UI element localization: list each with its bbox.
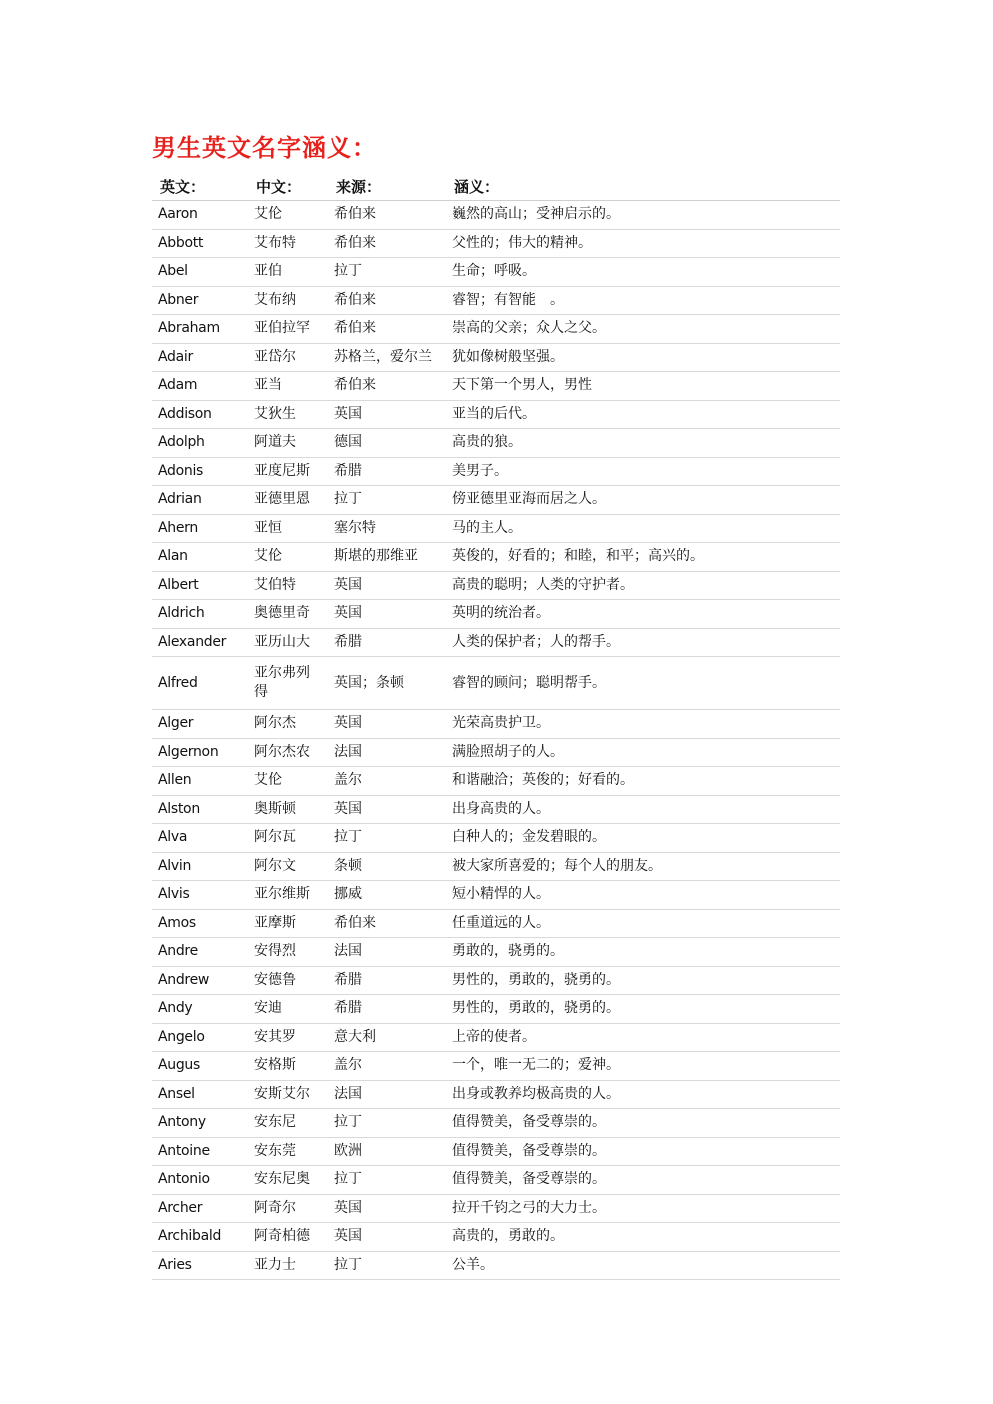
cell-origin: 希伯来: [328, 372, 446, 401]
cell-chinese: 亚尔维斯: [248, 881, 328, 910]
cell-english: Antony: [152, 1109, 248, 1138]
cell-meaning: 光荣高贵护卫。: [446, 710, 840, 739]
table-row: [152, 1251, 840, 1280]
table-row: [152, 1023, 840, 1052]
cell-origin: 英国: [328, 600, 446, 629]
cell-origin: 意大利: [328, 1023, 446, 1052]
table-row: [152, 1080, 840, 1109]
cell-english: Alva: [152, 824, 248, 853]
cell-english: Alston: [152, 795, 248, 824]
table-row: [152, 738, 840, 767]
cell-english: Abner: [152, 286, 248, 315]
table-row: [152, 710, 840, 739]
cell-chinese: 安其罗: [248, 1023, 328, 1052]
cell-english: Alexander: [152, 628, 248, 657]
cell-meaning: 美男子。: [446, 457, 840, 486]
cell-english: Adam: [152, 372, 248, 401]
cell-origin: 希伯来: [328, 201, 446, 230]
cell-origin: 英国: [328, 571, 446, 600]
cell-english: Algernon: [152, 738, 248, 767]
cell-meaning: 出身高贵的人。: [446, 795, 840, 824]
cell-meaning: 和谐融洽；英俊的；好看的。: [446, 767, 840, 796]
table-row: [152, 229, 840, 258]
cell-origin: 德国: [328, 429, 446, 458]
cell-english: Adrian: [152, 486, 248, 515]
table-row: [152, 767, 840, 796]
cell-chinese: 艾狄生: [248, 400, 328, 429]
table-row: [152, 258, 840, 287]
cell-meaning: 巍然的高山；受神启示的。: [446, 201, 840, 230]
table-row: [152, 1052, 840, 1081]
cell-english: Andrew: [152, 966, 248, 995]
cell-origin: 条顿: [328, 852, 446, 881]
cell-meaning: 生命；呼吸。: [446, 258, 840, 287]
cell-meaning: 人类的保护者；人的帮手。: [446, 628, 840, 657]
page-title: 男生英文名字涵义：: [152, 133, 377, 162]
cell-english: Adonis: [152, 457, 248, 486]
cell-chinese: 阿道夫: [248, 429, 328, 458]
table-row: [152, 400, 840, 429]
table-row: [152, 995, 840, 1024]
cell-meaning: 满脸照胡子的人。: [446, 738, 840, 767]
cell-meaning: 英明的统治者。: [446, 600, 840, 629]
cell-chinese: 阿尔杰: [248, 710, 328, 739]
cell-origin: 希伯来: [328, 286, 446, 315]
cell-chinese: 安斯艾尔: [248, 1080, 328, 1109]
table-row: [152, 1223, 840, 1252]
cell-meaning: 出身或教养均极高贵的人。: [446, 1080, 840, 1109]
cell-origin: 希伯来: [328, 315, 446, 344]
table-row: [152, 1194, 840, 1223]
header-chinese: 中文：: [248, 172, 328, 201]
table-row: [152, 543, 840, 572]
cell-english: Abraham: [152, 315, 248, 344]
cell-meaning: 短小精悍的人。: [446, 881, 840, 910]
cell-meaning: 睿智；有智能 。: [446, 286, 840, 315]
cell-meaning: 父性的；伟大的精神。: [446, 229, 840, 258]
cell-chinese: 奥德里奇: [248, 600, 328, 629]
table-row: [152, 824, 840, 853]
cell-meaning: 崇高的父亲；众人之父。: [446, 315, 840, 344]
cell-english: Allen: [152, 767, 248, 796]
table-row: [152, 372, 840, 401]
table-row: [152, 286, 840, 315]
cell-chinese: 亚伯: [248, 258, 328, 287]
header-english: 英文：: [152, 172, 248, 201]
cell-meaning: 任重道远的人。: [446, 909, 840, 938]
header-origin: 来源：: [328, 172, 446, 201]
cell-origin: 苏格兰，爱尔兰: [328, 343, 446, 372]
cell-chinese: 安东尼: [248, 1109, 328, 1138]
cell-english: Aaron: [152, 201, 248, 230]
table-row: [152, 938, 840, 967]
cell-meaning: 高贵的狼。: [446, 429, 840, 458]
cell-english: Ahern: [152, 514, 248, 543]
cell-meaning: 男性的，勇敢的，骁勇的。: [446, 995, 840, 1024]
cell-english: Andy: [152, 995, 248, 1024]
cell-origin: 英国: [328, 1223, 446, 1252]
cell-meaning: 睿智的顾问；聪明帮手。: [446, 657, 840, 710]
cell-chinese: 亚度尼斯: [248, 457, 328, 486]
table-row: [152, 315, 840, 344]
cell-origin: 英国: [328, 710, 446, 739]
cell-english: Archer: [152, 1194, 248, 1223]
cell-meaning: 值得赞美，备受尊崇的。: [446, 1137, 840, 1166]
cell-english: Archibald: [152, 1223, 248, 1252]
cell-chinese: 阿尔文: [248, 852, 328, 881]
cell-origin: 英国: [328, 795, 446, 824]
names-table: [152, 172, 840, 1280]
cell-english: Antonio: [152, 1166, 248, 1195]
table-row: [152, 881, 840, 910]
cell-origin: 英国: [328, 400, 446, 429]
cell-chinese: 亚摩斯: [248, 909, 328, 938]
cell-origin: 希腊: [328, 995, 446, 1024]
cell-origin: 希伯来: [328, 229, 446, 258]
cell-english: Addison: [152, 400, 248, 429]
cell-chinese: 安迪: [248, 995, 328, 1024]
cell-meaning: 公羊。: [446, 1251, 840, 1280]
cell-meaning: 一个，唯一无二的；爱神。: [446, 1052, 840, 1081]
cell-meaning: 被大家所喜爱的；每个人的朋友。: [446, 852, 840, 881]
cell-origin: 英国；条顿: [328, 657, 446, 710]
cell-chinese: 亚当: [248, 372, 328, 401]
cell-chinese: 安东尼奥: [248, 1166, 328, 1195]
cell-english: Antoine: [152, 1137, 248, 1166]
cell-english: Alfred: [152, 657, 248, 710]
table-row: [152, 1137, 840, 1166]
cell-english: Alger: [152, 710, 248, 739]
table-row: [152, 486, 840, 515]
cell-chinese: 艾布纳: [248, 286, 328, 315]
cell-english: Andre: [152, 938, 248, 967]
cell-origin: 塞尔特: [328, 514, 446, 543]
cell-chinese: 阿尔瓦: [248, 824, 328, 853]
table-row: [152, 514, 840, 543]
cell-origin: 法国: [328, 1080, 446, 1109]
cell-meaning: 勇敢的，骁勇的。: [446, 938, 840, 967]
cell-meaning: 拉开千钧之弓的大力士。: [446, 1194, 840, 1223]
cell-meaning: 上帝的使者。: [446, 1023, 840, 1052]
cell-chinese: 阿奇尔: [248, 1194, 328, 1223]
table-row: [152, 429, 840, 458]
cell-origin: 法国: [328, 738, 446, 767]
cell-chinese: 艾布特: [248, 229, 328, 258]
cell-chinese: 亚恒: [248, 514, 328, 543]
table-row: [152, 201, 840, 230]
cell-chinese: 安东莞: [248, 1137, 328, 1166]
table-row: [152, 966, 840, 995]
table-header-row: [152, 172, 840, 201]
cell-chinese: 安格斯: [248, 1052, 328, 1081]
cell-chinese: 亚历山大: [248, 628, 328, 657]
table-row: [152, 343, 840, 372]
cell-english: Angelo: [152, 1023, 248, 1052]
cell-origin: 盖尔: [328, 1052, 446, 1081]
cell-english: Adolph: [152, 429, 248, 458]
table-row: [152, 571, 840, 600]
cell-english: Aries: [152, 1251, 248, 1280]
cell-origin: 希腊: [328, 457, 446, 486]
cell-english: Ansel: [152, 1080, 248, 1109]
cell-chinese: 艾伦: [248, 767, 328, 796]
cell-chinese: 亚德里恩: [248, 486, 328, 515]
cell-origin: 盖尔: [328, 767, 446, 796]
cell-english: Alvin: [152, 852, 248, 881]
cell-chinese: 安得烈: [248, 938, 328, 967]
cell-chinese: 艾伦: [248, 201, 328, 230]
cell-meaning: 高贵的聪明；人类的守护者。: [446, 571, 840, 600]
cell-meaning: 傍亚德里亚海而居之人。: [446, 486, 840, 515]
cell-origin: 拉丁: [328, 1109, 446, 1138]
cell-origin: 拉丁: [328, 1251, 446, 1280]
cell-origin: 希腊: [328, 628, 446, 657]
cell-origin: 斯堪的那维亚: [328, 543, 446, 572]
cell-chinese: 安德鲁: [248, 966, 328, 995]
table-row: [152, 457, 840, 486]
cell-chinese: 艾伦: [248, 543, 328, 572]
cell-english: Amos: [152, 909, 248, 938]
cell-origin: 法国: [328, 938, 446, 967]
cell-origin: 拉丁: [328, 1166, 446, 1195]
cell-origin: 拉丁: [328, 486, 446, 515]
cell-origin: 英国: [328, 1194, 446, 1223]
cell-chinese: 亚伯拉罕: [248, 315, 328, 344]
cell-meaning: 亚当的后代。: [446, 400, 840, 429]
table-row: [152, 600, 840, 629]
header-meaning: 涵义：: [446, 172, 840, 201]
cell-meaning: 马的主人。: [446, 514, 840, 543]
table-row: [152, 852, 840, 881]
table-row: [152, 1109, 840, 1138]
cell-english: Abel: [152, 258, 248, 287]
cell-english: Alvis: [152, 881, 248, 910]
cell-origin: 欧洲: [328, 1137, 446, 1166]
cell-chinese: 艾伯特: [248, 571, 328, 600]
cell-english: Augus: [152, 1052, 248, 1081]
cell-origin: 希腊: [328, 966, 446, 995]
cell-english: Albert: [152, 571, 248, 600]
cell-meaning: 男性的，勇敢的，骁勇的。: [446, 966, 840, 995]
cell-chinese: 阿奇柏德: [248, 1223, 328, 1252]
cell-meaning: 值得赞美，备受尊崇的。: [446, 1109, 840, 1138]
cell-chinese: 亚岱尔: [248, 343, 328, 372]
cell-meaning: 值得赞美，备受尊崇的。: [446, 1166, 840, 1195]
cell-meaning: 天下第一个男人，男性: [446, 372, 840, 401]
cell-english: Alan: [152, 543, 248, 572]
table-row: [152, 909, 840, 938]
cell-meaning: 白种人的；金发碧眼的。: [446, 824, 840, 853]
cell-meaning: 英俊的，好看的；和睦，和平；高兴的。: [446, 543, 840, 572]
cell-english: Abbott: [152, 229, 248, 258]
cell-origin: 拉丁: [328, 258, 446, 287]
cell-chinese: 亚尔弗列得: [248, 657, 328, 710]
cell-origin: 希伯来: [328, 909, 446, 938]
cell-english: Aldrich: [152, 600, 248, 629]
table-row: [152, 1166, 840, 1195]
table-row: [152, 657, 840, 710]
cell-origin: 挪威: [328, 881, 446, 910]
cell-chinese: 亚力士: [248, 1251, 328, 1280]
cell-chinese: 阿尔杰农: [248, 738, 328, 767]
table-row: [152, 628, 840, 657]
cell-origin: 拉丁: [328, 824, 446, 853]
cell-meaning: 高贵的，勇敢的。: [446, 1223, 840, 1252]
cell-chinese: 奥斯顿: [248, 795, 328, 824]
cell-meaning: 犹如像树般坚强。: [446, 343, 840, 372]
table-row: [152, 795, 840, 824]
cell-english: Adair: [152, 343, 248, 372]
